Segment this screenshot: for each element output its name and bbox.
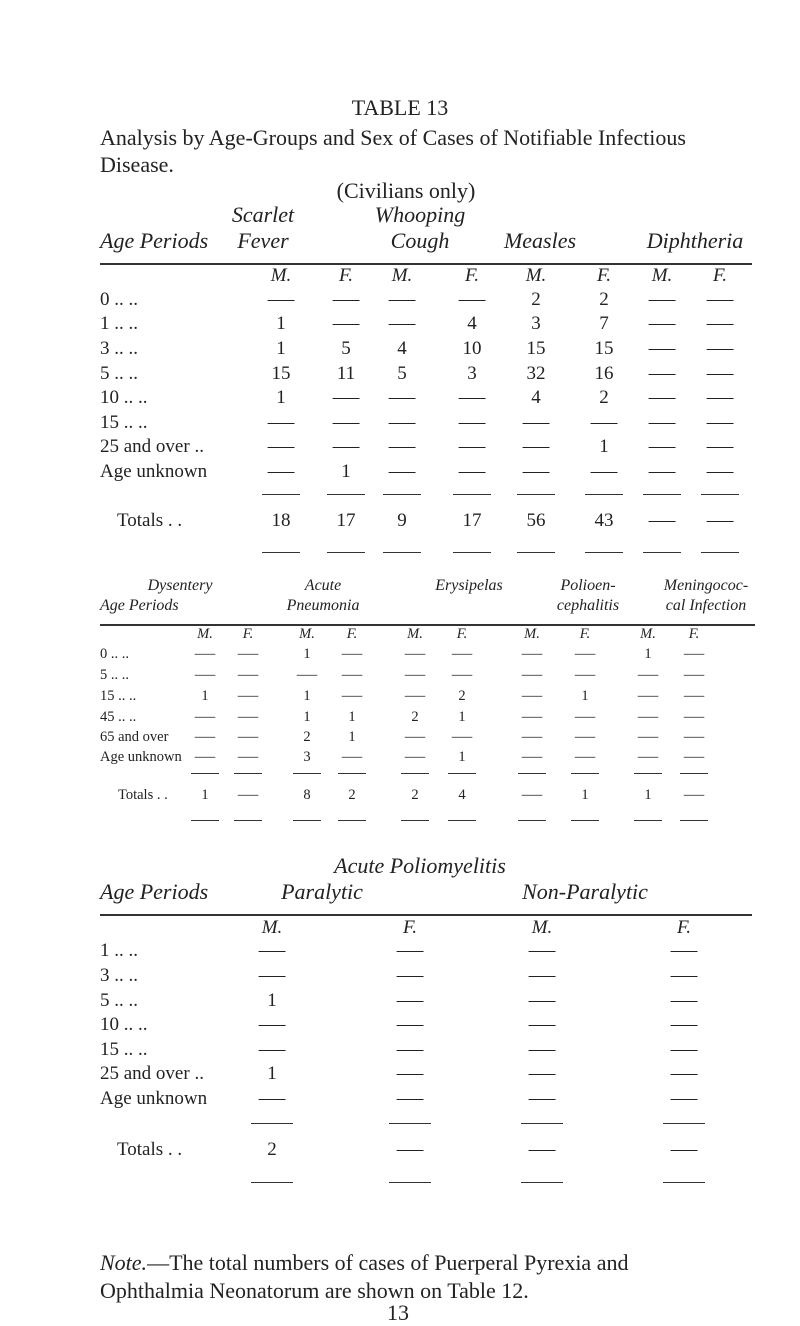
t1-row-label: Age unknown — [100, 461, 208, 482]
t2-totals-cell: 1 — [201, 787, 209, 803]
t1-column-rule — [383, 494, 421, 495]
t1-group-3: Measles — [503, 228, 577, 253]
t1-cell: — — [267, 289, 295, 310]
t1-column-rule — [701, 552, 739, 553]
t2-cell: — — [404, 667, 426, 683]
t2-sex-header: M. — [299, 626, 315, 642]
t3-cell: — — [258, 1014, 286, 1035]
t2-cell: — — [451, 646, 473, 662]
t1-column-rule — [643, 494, 681, 495]
t2-cell: 2 — [411, 709, 419, 725]
t1-cell: — — [522, 412, 550, 433]
t2-column-rule — [293, 773, 321, 774]
t1-column-rule — [262, 494, 300, 495]
t1-cell: — — [332, 289, 360, 310]
t1-cell: 7 — [599, 313, 609, 334]
t2-row-label: 5 .. .. — [100, 667, 129, 683]
t1-cell: — — [332, 412, 360, 433]
t3-cell: — — [396, 1063, 424, 1084]
t1-column-rule — [453, 494, 491, 495]
t2-totals-cell: 8 — [303, 787, 311, 803]
t2-cell: 1 — [644, 646, 652, 662]
t1-totals-cell: — — [648, 510, 676, 531]
t1-cell: — — [332, 387, 360, 408]
t1-cell: — — [332, 436, 360, 457]
t2-cell: — — [404, 729, 426, 745]
t2-totals-cell: 2 — [411, 787, 419, 803]
t1-cell: 1 — [599, 436, 609, 457]
t2-cell: — — [574, 709, 596, 725]
page-number: 13 — [387, 1300, 409, 1325]
t1-column-rule — [585, 494, 623, 495]
t1-row-label: 15 .. .. — [100, 412, 148, 433]
t2-column-rule — [234, 820, 262, 821]
t1-totals-cell: 18 — [271, 510, 291, 531]
t2-cell: — — [574, 749, 596, 765]
t1-cell: — — [267, 461, 295, 482]
t2-cell: — — [404, 749, 426, 765]
t1-cell: 4 — [531, 387, 541, 408]
t3-column-rule — [521, 1182, 563, 1183]
t1-group-4: Diphtheria — [646, 228, 744, 253]
t3-age-header: Age Periods — [100, 879, 209, 904]
t3-group-1: Paralytic — [281, 879, 363, 904]
t2-group-3: Erysipelas — [435, 577, 503, 594]
t2-cell: 1 — [458, 749, 466, 765]
t2-row-label: 15 .. .. — [100, 688, 137, 704]
t1-cell: 4 — [397, 338, 407, 359]
t1-cell: 4 — [467, 313, 477, 334]
t2-cell: 1 — [303, 646, 311, 662]
t2-totals-cell: 1 — [581, 787, 589, 803]
t1-group-2-line1: Whooping — [374, 202, 466, 227]
t3-cell: — — [396, 1088, 424, 1109]
t2-column-rule — [401, 820, 429, 821]
t2-cell: — — [637, 749, 659, 765]
t2-row-label: 65 and over — [100, 729, 169, 745]
t2-cell: — — [521, 749, 543, 765]
t2-cell: — — [521, 729, 543, 745]
t1-sex-header: M. — [525, 265, 547, 286]
t1-cell: 3 — [531, 313, 541, 334]
t3-cell: — — [396, 990, 424, 1011]
t1-cell: — — [267, 412, 295, 433]
t1-cell: — — [648, 461, 676, 482]
t2-sex-header: M. — [524, 626, 540, 642]
t2-group-4-line2: cephalitis — [556, 597, 620, 614]
t2-sex-header: M. — [407, 626, 423, 642]
t2-cell: — — [194, 646, 216, 662]
t2-column-rule — [448, 820, 476, 821]
t1-cell: 2 — [599, 289, 609, 310]
t3-cell: — — [258, 1088, 286, 1109]
t1-group-1-line2: Fever — [237, 228, 289, 253]
t1-cell: — — [590, 412, 618, 433]
t3-cell: — — [670, 1063, 698, 1084]
t1-totals-cell: 17 — [336, 510, 356, 531]
t3-group-2: Non-Paralytic — [522, 879, 648, 904]
subtitle-line-1: Analysis by Age-Groups and Sex of Cases of Notifiable Infectious — [100, 125, 686, 150]
civilians-note: (Civilians only) — [336, 178, 476, 203]
t1-cell: 5 — [397, 363, 407, 384]
t1-cell: 15 — [594, 338, 614, 359]
t3-column-rule — [389, 1182, 431, 1183]
t3-row-label: 1 .. .. — [100, 940, 138, 961]
t1-cell: 15 — [526, 338, 546, 359]
t1-cell: 1 — [341, 461, 351, 482]
t3-cell: — — [528, 1063, 556, 1084]
subtitle-line-2: Disease. — [100, 152, 174, 177]
t3-cell: — — [258, 1039, 286, 1060]
t1-row-label: 10 .. .. — [100, 387, 148, 408]
t1-cell: — — [458, 289, 486, 310]
t1-row-label: 3 .. .. — [100, 338, 138, 359]
t2-column-rule — [571, 820, 599, 821]
t3-cell: — — [258, 965, 286, 986]
t1-cell: — — [706, 436, 734, 457]
t1-cell: — — [706, 461, 734, 482]
t1-cell: 2 — [599, 387, 609, 408]
t3-cell: — — [528, 1039, 556, 1060]
t2-cell: 1 — [303, 688, 311, 704]
t2-cell: — — [341, 646, 363, 662]
t1-cell: — — [388, 436, 416, 457]
t2-sex-header: F. — [242, 626, 254, 642]
t2-cell: 1 — [201, 688, 209, 704]
t3-column-rule — [251, 1123, 293, 1124]
t1-totals-cell: — — [706, 510, 734, 531]
t2-column-rule — [571, 773, 599, 774]
t2-cell: — — [574, 729, 596, 745]
t3-totals-cell: 2 — [267, 1139, 277, 1160]
t3-cell: — — [396, 1014, 424, 1035]
t1-column-rule — [701, 494, 739, 495]
t1-cell: — — [648, 387, 676, 408]
t1-cell: 16 — [594, 363, 614, 384]
t2-totals-cell: 2 — [348, 787, 356, 803]
t1-age-header: Age Periods — [100, 228, 209, 253]
t1-group-2-line2: Cough — [390, 228, 450, 253]
t2-column-rule — [634, 820, 662, 821]
t2-cell: — — [683, 709, 705, 725]
t3-column-rule — [389, 1123, 431, 1124]
t1-cell: — — [648, 338, 676, 359]
t2-cell: — — [521, 709, 543, 725]
t1-column-rule — [383, 552, 421, 553]
t2-cell: — — [237, 688, 259, 704]
t2-cell: — — [683, 749, 705, 765]
t1-cell: — — [522, 436, 550, 457]
t1-column-rule — [327, 552, 365, 553]
t2-cell: — — [683, 729, 705, 745]
t1-group-1-line1: Scarlet — [231, 202, 295, 227]
t2-cell: — — [237, 646, 259, 662]
t1-cell: — — [522, 461, 550, 482]
t1-sex-header: F. — [597, 265, 611, 286]
t1-sex-header: M. — [270, 265, 292, 286]
t3-row-label: 10 .. .. — [100, 1014, 148, 1035]
t3-sex-header: M. — [531, 917, 553, 938]
t2-totals-cell: — — [237, 787, 259, 803]
t3-column-rule — [251, 1182, 293, 1183]
t1-cell: — — [332, 313, 360, 334]
t1-cell: 1 — [276, 338, 286, 359]
t3-cell: — — [528, 1088, 556, 1109]
t2-totals-cell: — — [683, 787, 705, 803]
t1-cell: — — [458, 387, 486, 408]
note-text-1: —The total numbers of cases of Puerperal Pyrexia and — [147, 1250, 629, 1275]
t2-sex-header: F. — [579, 626, 591, 642]
t2-row-label: Age unknown — [100, 749, 182, 765]
t2-column-rule — [518, 773, 546, 774]
t2-cell: — — [296, 667, 318, 683]
t2-group-5-line2: cal Infection — [665, 597, 747, 614]
t2-cell: — — [237, 729, 259, 745]
t1-sex-header: F. — [713, 265, 727, 286]
t3-cell: 1 — [267, 990, 277, 1011]
t1-cell: 15 — [271, 363, 291, 384]
t1-cell: 5 — [341, 338, 351, 359]
t1-cell: 2 — [531, 289, 541, 310]
t3-sex-header: M. — [261, 917, 283, 938]
t2-cell: — — [194, 729, 216, 745]
t3-row-label: 3 .. .. — [100, 965, 138, 986]
t2-cell: 3 — [303, 749, 311, 765]
t1-sex-header: M. — [651, 265, 673, 286]
t2-row-label: 0 .. .. — [100, 646, 129, 662]
t1-row-label: 5 .. .. — [100, 363, 138, 384]
t3-sex-header: F. — [677, 917, 691, 938]
t2-cell: 1 — [303, 709, 311, 725]
t2-column-rule — [680, 820, 708, 821]
t1-row-label: 25 and over .. — [100, 436, 204, 457]
t2-cell: — — [521, 646, 543, 662]
t2-cell: — — [521, 667, 543, 683]
t2-column-rule — [191, 773, 219, 774]
t2-cell: — — [637, 709, 659, 725]
table-title: TABLE 13 — [351, 95, 449, 120]
note-line-2: Ophthalmia Neonatorum are shown on Table 12. — [100, 1278, 529, 1303]
t2-cell: — — [574, 646, 596, 662]
t3-totals-label: Totals . . — [117, 1139, 183, 1160]
t1-cell: 11 — [336, 363, 356, 384]
t3-cell: — — [670, 940, 698, 961]
t2-cell: — — [637, 688, 659, 704]
t2-cell: 1 — [348, 709, 356, 725]
t1-cell: — — [458, 412, 486, 433]
t1-cell: — — [648, 289, 676, 310]
t1-cell: — — [648, 313, 676, 334]
t2-sex-header: F. — [456, 626, 468, 642]
t3-totals-cell: — — [670, 1139, 698, 1160]
t2-column-rule — [518, 820, 546, 821]
t1-totals-cell: 9 — [397, 510, 407, 531]
t1-sex-header: F. — [339, 265, 353, 286]
t2-cell: — — [637, 667, 659, 683]
t1-column-rule — [643, 552, 681, 553]
t1-cell: — — [388, 387, 416, 408]
t2-cell: 1 — [581, 688, 589, 704]
t3-cell: — — [528, 1014, 556, 1035]
t3-header-rule — [100, 914, 752, 916]
t3-totals-cell: — — [528, 1139, 556, 1160]
t1-cell: — — [706, 313, 734, 334]
t1-totals-cell: 43 — [594, 510, 614, 531]
t2-sex-header: F. — [688, 626, 700, 642]
t1-column-rule — [327, 494, 365, 495]
t1-cell: 1 — [276, 313, 286, 334]
t2-cell: — — [194, 709, 216, 725]
t2-totals-label: Totals . . — [118, 787, 168, 803]
t1-totals-cell: 17 — [462, 510, 482, 531]
t1-cell: — — [648, 436, 676, 457]
t1-cell: — — [458, 436, 486, 457]
t1-totals-label: Totals . . — [117, 510, 183, 531]
t2-column-rule — [293, 820, 321, 821]
t3-column-rule — [663, 1182, 705, 1183]
t2-column-rule — [234, 773, 262, 774]
t1-column-rule — [262, 552, 300, 553]
note-label: Note. — [100, 1250, 148, 1275]
t2-cell: — — [683, 646, 705, 662]
t2-row-label: 45 .. .. — [100, 709, 137, 725]
t2-cell: — — [521, 688, 543, 704]
t3-row-label: 25 and over .. — [100, 1063, 204, 1084]
t3-totals-cell: — — [396, 1139, 424, 1160]
t2-sex-header: F. — [346, 626, 358, 642]
t2-cell: 2 — [303, 729, 311, 745]
t2-column-rule — [191, 820, 219, 821]
t3-cell: 1 — [267, 1063, 277, 1084]
t3-cell: — — [670, 1088, 698, 1109]
t3-cell: — — [258, 940, 286, 961]
t1-column-rule — [585, 552, 623, 553]
t1-cell: — — [648, 363, 676, 384]
t1-row-label: 0 .. .. — [100, 289, 138, 310]
t1-cell: 10 — [462, 338, 482, 359]
t2-group-5-line1: Meningococ- — [663, 577, 749, 594]
t3-column-rule — [663, 1123, 705, 1124]
t1-cell: 3 — [467, 363, 477, 384]
t1-cell: — — [267, 436, 295, 457]
t3-column-rule — [521, 1123, 563, 1124]
t1-cell: — — [648, 412, 676, 433]
t2-cell: 1 — [458, 709, 466, 725]
t2-cell: — — [341, 749, 363, 765]
t2-cell: — — [637, 729, 659, 745]
t3-cell: — — [396, 940, 424, 961]
t1-column-rule — [517, 494, 555, 495]
t2-sex-header: M. — [640, 626, 656, 642]
t2-column-rule — [634, 773, 662, 774]
t3-cell: — — [396, 1039, 424, 1060]
t2-group-2-line1: Acute — [304, 577, 342, 594]
t1-column-rule — [517, 552, 555, 553]
t1-totals-cell: 56 — [526, 510, 546, 531]
t2-cell: — — [341, 688, 363, 704]
t2-cell: — — [683, 667, 705, 683]
t2-cell: 2 — [458, 688, 466, 704]
t2-column-rule — [448, 773, 476, 774]
t2-column-rule — [401, 773, 429, 774]
t1-cell: — — [388, 461, 416, 482]
t3-cell: — — [396, 965, 424, 986]
t3-cell: — — [670, 1014, 698, 1035]
t3-row-label: 5 .. .. — [100, 990, 138, 1011]
t1-sex-header: F. — [465, 265, 479, 286]
t1-cell: 1 — [276, 387, 286, 408]
t1-cell: — — [706, 289, 734, 310]
t1-cell: — — [706, 412, 734, 433]
t3-cell: — — [528, 990, 556, 1011]
t2-age-header: Age Periods — [100, 597, 179, 614]
t2-totals-cell: 1 — [644, 787, 652, 803]
note-line-1 — [100, 1250, 628, 1276]
t1-column-rule — [453, 552, 491, 553]
t2-group-1: Dysentery — [147, 577, 213, 594]
t2-cell: — — [194, 749, 216, 765]
t1-cell: — — [388, 313, 416, 334]
t2-cell: — — [237, 749, 259, 765]
t2-group-4-line1: Polioen- — [560, 577, 616, 594]
t2-cell: — — [574, 667, 596, 683]
t3-cell: — — [670, 990, 698, 1011]
t3-cell: — — [528, 965, 556, 986]
t2-totals-cell: — — [521, 787, 543, 803]
t2-column-rule — [338, 820, 366, 821]
t3-main-header: Acute Poliomyelitis — [334, 853, 506, 878]
t1-cell: — — [590, 461, 618, 482]
t2-cell: — — [237, 667, 259, 683]
t1-cell: — — [706, 363, 734, 384]
t2-totals-cell: 4 — [458, 787, 466, 803]
t1-sex-header: M. — [391, 265, 413, 286]
t3-sex-header: F. — [403, 917, 417, 938]
t2-sex-header: M. — [197, 626, 213, 642]
t1-cell: — — [458, 461, 486, 482]
t1-cell: — — [706, 338, 734, 359]
t2-group-2-line2: Pneumonia — [286, 597, 360, 614]
t2-cell: — — [404, 688, 426, 704]
t1-cell: — — [388, 289, 416, 310]
t3-cell: — — [670, 965, 698, 986]
t2-cell: — — [341, 667, 363, 683]
t1-cell: — — [706, 387, 734, 408]
t2-cell: — — [237, 709, 259, 725]
t1-cell: — — [388, 412, 416, 433]
t3-row-label: 15 .. .. — [100, 1039, 148, 1060]
t1-cell: 32 — [526, 363, 546, 384]
t3-cell: — — [528, 940, 556, 961]
t3-cell: — — [670, 1039, 698, 1060]
t2-cell: — — [683, 688, 705, 704]
t2-cell: — — [194, 667, 216, 683]
t2-cell: 1 — [348, 729, 356, 745]
t2-column-rule — [680, 773, 708, 774]
t2-cell: — — [404, 646, 426, 662]
t2-cell: — — [451, 729, 473, 745]
t2-column-rule — [338, 773, 366, 774]
t3-row-label: Age unknown — [100, 1088, 208, 1109]
t2-cell: — — [451, 667, 473, 683]
t1-row-label: 1 .. .. — [100, 313, 138, 334]
